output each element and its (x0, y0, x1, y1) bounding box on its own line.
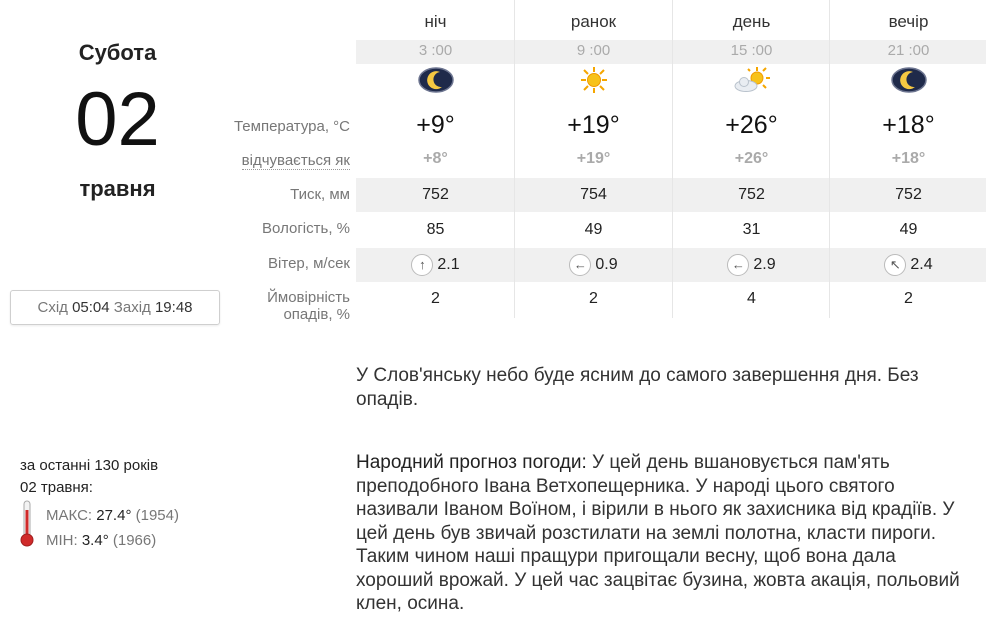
period-name: ніч (424, 12, 447, 31)
precip-value: 2 (589, 290, 598, 307)
wind-direction-icon: ← (727, 254, 749, 276)
record-min (46, 532, 156, 549)
wind-direction-icon: ↑ (411, 254, 433, 276)
record-max (46, 507, 179, 524)
wind-direction-icon: ↖ (884, 254, 906, 276)
record-min-value: 3.4° (81, 532, 109, 549)
month: травня (79, 176, 156, 201)
records-period: за останні 130 років (20, 457, 159, 474)
records-date: 02 травня: (20, 479, 93, 496)
moon-icon (357, 66, 514, 96)
folk-forecast-title: Народний прогноз погоди: (356, 452, 587, 473)
period-name: вечір (888, 12, 929, 31)
pressure-value: 752 (738, 186, 765, 203)
period-time: 3 :00 (418, 42, 453, 59)
feels-like-value: +26° (734, 150, 769, 167)
wind-speed: 0.9 (595, 256, 618, 274)
humidity-value: 31 (742, 221, 761, 238)
folk-forecast (356, 451, 976, 616)
record-max-label: МАКС: (46, 507, 93, 524)
feels-like-label[interactable]: відчувається як (241, 152, 350, 169)
wind-label: Вітер, м/сек (268, 255, 350, 272)
humidity-value: 49 (584, 221, 603, 238)
precip-value: 2 (904, 290, 913, 307)
wind-speed: 2.9 (753, 256, 776, 274)
pressure-value: 754 (580, 186, 607, 203)
sunrise-time: 05:04 (72, 299, 110, 316)
sunrise-label: Схід (37, 299, 68, 316)
precip-value: 2 (431, 290, 440, 307)
feels-like-value: +8° (423, 150, 448, 167)
sunset-label: Захід (113, 299, 151, 316)
weekday: Субота (78, 40, 157, 65)
humidity-value: 49 (899, 221, 918, 238)
feels-like-value: +18° (891, 150, 926, 167)
day-number: 02 (75, 77, 160, 162)
precip-label-line2: опадів, % (283, 306, 350, 323)
wind-speed: 2.4 (910, 256, 933, 274)
wind-direction-icon: ← (569, 254, 591, 276)
humidity-value: 85 (426, 221, 445, 238)
precip-label-line1: Ймовірність (267, 289, 350, 306)
period-name: день (732, 12, 771, 31)
pressure-value: 752 (895, 186, 922, 203)
precip-label (267, 289, 350, 323)
humidity-label: Вологість, % (262, 220, 350, 237)
record-max-year: (1954) (135, 507, 179, 524)
temperature-value: +26° (725, 111, 778, 139)
period-time: 9 :00 (576, 42, 611, 59)
temperature-label: Температура, °C (233, 118, 350, 135)
precip-value: 4 (747, 290, 756, 307)
pressure-label: Тиск, мм (290, 186, 350, 203)
wind-speed: 2.1 (437, 256, 460, 274)
temperature-value: +9° (416, 111, 455, 139)
period-name: ранок (570, 12, 617, 31)
folk-forecast-text: У цей день вшановується пам'ять преподобного Івана Ветхопещерника. У народі цього святого називали Іваном Воїном, і вірили в нього як захисника від крадіїв. У цей день був звичай розстилати на землі полотна, класти пироги. Таким чином наші пращури пригощали весну, щоб вона дала хороший врожай. У цей час зацвітає бузина, жовта акація, польовий клен, осина. (356, 452, 960, 614)
temperature-value: +18° (882, 111, 935, 139)
record-min-label: МІН: (46, 532, 78, 549)
period-time: 21 :00 (887, 42, 930, 59)
sun-cloud-icon (673, 66, 830, 96)
moon-icon (830, 66, 987, 96)
records-header (20, 455, 158, 499)
pressure-value: 752 (422, 186, 449, 203)
sun-icon (515, 66, 672, 96)
temperature-value: +19° (567, 111, 620, 139)
forecast-summary: У Слов'янську небо буде ясним до самого завершення дня. Без опадів. (356, 365, 919, 410)
record-min-year: (1966) (112, 532, 157, 549)
thermometer-icon (20, 500, 34, 548)
sunrise-sunset-box (10, 290, 220, 325)
feels-like-value: +19° (576, 150, 611, 167)
wind-cell (830, 254, 987, 276)
wind-cell (357, 254, 514, 276)
wind-cell (673, 254, 830, 276)
record-max-value: 27.4° (96, 507, 132, 524)
sunset-time: 19:48 (154, 299, 193, 316)
wind-cell (515, 254, 672, 276)
feels-like-label-wrap[interactable] (242, 152, 350, 169)
period-time: 15 :00 (730, 42, 773, 59)
